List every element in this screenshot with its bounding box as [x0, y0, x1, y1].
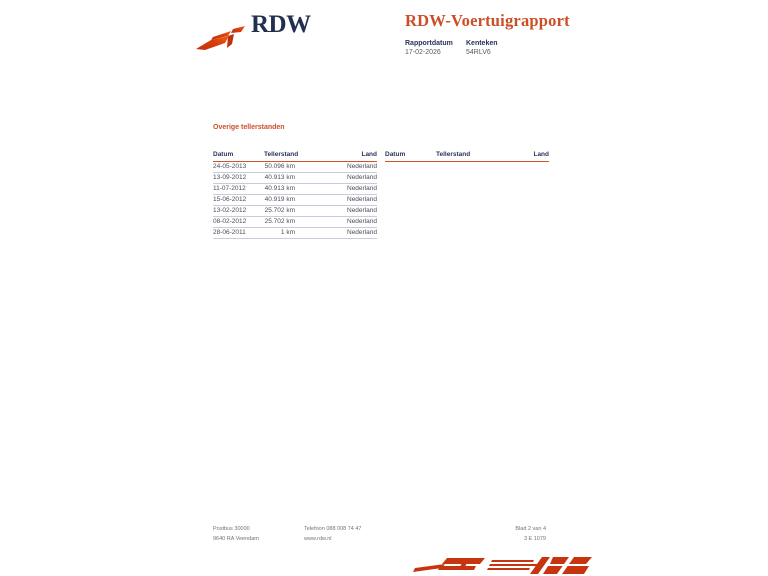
footer-phone: Telefoon 088 008 74 47 [304, 526, 362, 532]
cell-tellerstand: 50.096 km [264, 163, 295, 170]
table-row [213, 173, 377, 184]
rdw-logo-text: RDW [251, 11, 311, 38]
column-header-land: Land [533, 151, 549, 158]
cell-datum: 11-07-2012 [213, 185, 246, 192]
cell-land: Nederland [347, 163, 377, 170]
cell-tellerstand: 40.919 km [264, 196, 295, 203]
cell-land: Nederland [347, 207, 377, 214]
footer-address-line1: Postbus 30000 [213, 526, 250, 532]
footer-form-code: 3 E 1079 [523, 536, 546, 542]
column-header-tellerstand: Tellerstand [436, 151, 471, 158]
table-header-row [385, 151, 549, 162]
table-row [213, 217, 377, 228]
table-row [213, 206, 377, 217]
rdw-stripes-graphic-icon [413, 555, 593, 576]
table-row [213, 162, 377, 173]
license-plate-value: 54RLV6 [466, 49, 491, 56]
table-header-row [213, 151, 377, 162]
column-header-land: Land [361, 151, 377, 158]
column-header-datum: Datum [385, 151, 406, 158]
report-date-label: Rapportdatum [405, 40, 453, 47]
footer-address-line2: 9640 RA Veendam [213, 536, 259, 542]
cell-land: Nederland [347, 229, 377, 236]
cell-land: Nederland [347, 196, 377, 203]
cell-land: Nederland [347, 218, 377, 225]
table-row [213, 228, 377, 239]
cell-tellerstand: 1 km [280, 229, 295, 236]
cell-datum: 13-02-2012 [213, 207, 247, 214]
report-date-value: 17-02-2026 [405, 49, 441, 56]
odometer-table-left [213, 151, 377, 239]
table-row [213, 184, 377, 195]
document-title: RDW-Voertuigrapport [405, 11, 570, 30]
column-header-tellerstand: Tellerstand [264, 151, 299, 158]
license-plate-label: Kenteken [466, 40, 498, 47]
section-heading-overige-tellerstanden: Overige tellerstanden [213, 124, 285, 131]
cell-datum: 15-06-2012 [213, 196, 247, 203]
cell-datum: 13-09-2012 [213, 174, 247, 181]
cell-tellerstand: 25.702 km [264, 207, 295, 214]
footer-website: www.rdw.nl [304, 536, 332, 542]
cell-tellerstand: 25.702 km [264, 218, 295, 225]
cell-land: Nederland [347, 174, 377, 181]
footer-page-info [440, 524, 546, 544]
column-header-datum: Datum [213, 151, 234, 158]
rdw-eagle-logo-icon [195, 23, 249, 53]
footer-page-indicator: Blad 2 van 4 [515, 526, 546, 532]
cell-tellerstand: 40.913 km [264, 174, 295, 181]
odometer-table-right [385, 151, 549, 162]
cell-tellerstand: 40.913 km [264, 185, 295, 192]
cell-datum: 08-02-2012 [213, 218, 247, 225]
cell-datum: 28-06-2011 [213, 229, 246, 236]
cell-datum: 24-05-2013 [213, 163, 247, 170]
footer-address [213, 524, 259, 544]
footer-contact [304, 524, 362, 544]
table-row [213, 195, 377, 206]
cell-land: Nederland [347, 185, 377, 192]
